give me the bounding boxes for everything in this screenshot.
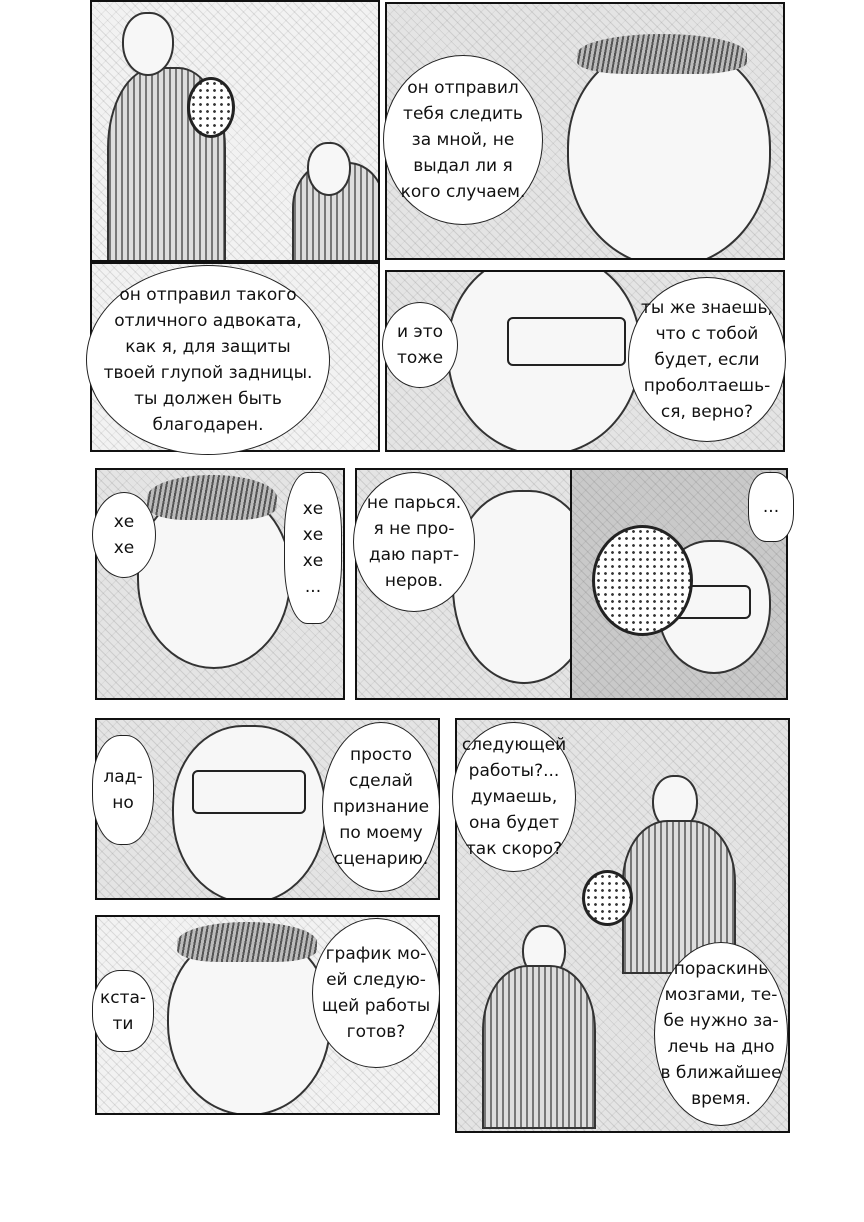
bubble-text: просто сделай признание по моему сценарию. [332, 745, 430, 869]
client-hair [147, 475, 277, 520]
client-head [307, 142, 351, 196]
glasses-icon [507, 317, 626, 366]
bubble-text: ты же знаешь, что с тобой будет, если проболтаешь- ся, верно? [641, 297, 773, 422]
panel-1 [90, 0, 380, 262]
speech-bubble [654, 942, 788, 1126]
speech-bubble [92, 970, 154, 1052]
bubble-text: лад- но [103, 767, 143, 813]
glasses-icon [192, 770, 306, 814]
bubble-text: хе хе [113, 512, 135, 558]
bubble-text: не парься. я не про- даю парт- неров. [366, 493, 462, 591]
bubble-text: график мо- ей следую- щей работы готов? [321, 944, 431, 1042]
speech-bubble [92, 492, 156, 578]
bubble-text: пораскинь мозгами, те- бе нужно за- лечь на дно в ближайшее время. [660, 959, 782, 1109]
tennis-racket-icon [187, 77, 235, 138]
speech-bubble [92, 735, 154, 845]
speech-bubble [383, 55, 543, 225]
speech-bubble [353, 472, 475, 612]
client-hair [577, 34, 747, 74]
speech-bubble [284, 472, 342, 624]
speech-bubble [312, 918, 440, 1068]
speech-bubble [452, 722, 576, 872]
speech-bubble [628, 277, 786, 442]
tennis-racket-icon [582, 870, 633, 926]
bubble-text: он отправил тебя следить за мной, не выдал ли я кого случаем. [400, 78, 526, 202]
bubble-text: кста- ти [99, 988, 147, 1034]
speech-bubble [322, 722, 440, 892]
client-face [567, 44, 771, 260]
client-hair [177, 922, 317, 962]
speech-bubble [748, 472, 794, 542]
speech-bubble [382, 302, 458, 388]
lawyer-figure-seated [482, 965, 596, 1129]
bubble-text: он отправил такого отличного адвоката, как я, для защиты твоей глупой задницы. ты должен быть благодарен. [103, 285, 313, 435]
bubble-text: хе хе хе ... [302, 499, 324, 597]
speech-bubble [86, 265, 330, 455]
tennis-racket-icon [592, 525, 693, 636]
lawyer-head [122, 12, 174, 76]
bubble-text: следующей работы?... думаешь, она будет так скоро? [461, 735, 567, 859]
bubble-text: и это тоже [396, 322, 444, 368]
bubble-text: ... [762, 497, 780, 517]
